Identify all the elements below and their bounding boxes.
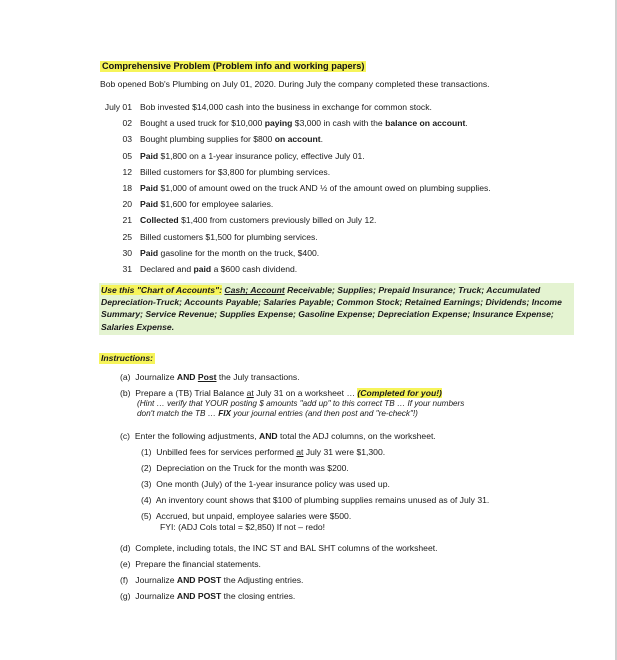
- transaction-text: Declared and: [140, 264, 194, 274]
- instruction-text: Prepare a (TB) Trial Balance: [135, 388, 247, 398]
- transaction-description: [140, 248, 319, 258]
- transaction-date: 25: [122, 231, 132, 242]
- transaction-text: Bought a used truck for $10,000: [140, 118, 265, 129]
- transaction-date: July 01: [104, 102, 132, 112]
- transaction-description: [140, 232, 318, 242]
- transaction-row: [100, 215, 376, 226]
- instruction-label: (d): [120, 543, 131, 553]
- transaction-date: 21: [122, 215, 132, 226]
- adjustment-2: [141, 463, 349, 474]
- chart-of-accounts-first: Cash; Account: [224, 285, 285, 295]
- instruction-text: July 31 on a worksheet …: [253, 388, 358, 398]
- transaction-text: Bought plumbing supplies for $800: [140, 134, 275, 145]
- adjustment-text: July 31 were $1,300.: [303, 447, 386, 457]
- transaction-description: [140, 151, 365, 161]
- instruction-bold: AND: [176, 372, 196, 382]
- transaction-description: [140, 134, 323, 144]
- instruction-bold: AND POST: [176, 575, 222, 585]
- transaction-row: [100, 102, 432, 113]
- transaction-text: a $600 cash dividend.: [211, 264, 298, 274]
- intro-text: Bob opened Bob's Plumbing on July 01, 2020. During July the company completed these transactions.: [100, 79, 490, 89]
- transaction-text: .: [465, 118, 468, 129]
- instruction-text: Journalize: [135, 575, 177, 585]
- transaction-bold: Paid: [140, 183, 159, 193]
- instruction-bold: AND POST: [176, 591, 222, 601]
- transaction-bold: Collected: [140, 215, 179, 226]
- adjustment-underlined: at: [296, 447, 304, 457]
- chart-of-accounts-lead: Use this "Chart of Accounts":: [101, 285, 222, 295]
- transaction-description: [140, 215, 376, 225]
- instruction-bold: AND: [259, 431, 278, 441]
- instruction-text: Complete, including totals, the INC ST and BAL SHT columns of the worksheet.: [135, 543, 438, 553]
- adjustment-label: (3): [141, 479, 152, 489]
- transaction-text: $1,800 on a 1-year insurance policy, effective July 01.: [158, 150, 365, 161]
- instruction-e: [120, 559, 261, 570]
- instruction-label: (g): [120, 591, 131, 601]
- transaction-bold: Paid: [140, 199, 159, 210]
- transaction-row: [100, 199, 273, 210]
- transaction-description: [140, 102, 432, 112]
- transaction-date: 18: [122, 183, 132, 193]
- instruction-text: Journalize: [135, 591, 177, 601]
- instruction-g: [120, 591, 295, 602]
- transaction-text: $1,400 from customers previously billed on July 12.: [178, 215, 377, 226]
- transaction-description: [140, 183, 491, 193]
- adjustment-3: [141, 479, 390, 490]
- transaction-row: [100, 232, 318, 243]
- instruction-text: the July transactions.: [216, 372, 300, 382]
- adjustment-label: (2): [141, 463, 152, 473]
- hint-line-2: [137, 409, 418, 420]
- transaction-bold: Paid: [140, 247, 159, 258]
- transaction-row: [100, 167, 330, 178]
- instructions-heading: Instructions:: [101, 353, 154, 363]
- transaction-bold: paying: [264, 118, 293, 129]
- transaction-date: 30: [122, 247, 132, 258]
- transaction-date: 03: [122, 134, 132, 145]
- transaction-text: Billed customers for $3,800 for plumbing services.: [140, 166, 331, 177]
- transaction-row: [100, 118, 468, 129]
- adjustment-label: (4): [141, 495, 152, 505]
- page-title: Comprehensive Problem (Problem info and working papers): [102, 61, 365, 71]
- hint-bold: FIX: [218, 409, 231, 418]
- adjustment-text: Unbilled fees for services performed: [156, 447, 297, 457]
- transaction-bold: on account: [274, 134, 321, 145]
- chart-of-accounts-rest: Receivable; Supplies; Prepaid Insurance; Truck; Accumulated Depreciation-Truck; Accounts Payable; Salaries Payable; Common Stock; Retained Earnings; Dividends; Income Summary; Service Revenue; Supplies Expense; Gasoline Expense; Depreciation Expense; Insurance Expense; Salaries Expense.: [101, 285, 562, 332]
- hint-text: your journal entries (and then post and "re-check"!): [230, 409, 418, 418]
- transaction-date: 31: [122, 264, 132, 274]
- instruction-text: total the ADJ columns, on the worksheet.: [277, 431, 436, 441]
- transaction-date: 05: [122, 150, 132, 161]
- transaction-description: [140, 199, 273, 209]
- transaction-text: $1,600 for employee salaries.: [158, 199, 274, 210]
- instruction-text: Prepare the financial statements.: [135, 559, 261, 569]
- hint-line-1: (Hint … verify that YOUR posting $ amounts "add up" to this correct TB … If your numbers: [137, 399, 465, 408]
- instruction-text: the closing entries.: [221, 591, 296, 601]
- instruction-label: (e): [120, 559, 131, 569]
- chart-of-accounts: [99, 283, 574, 335]
- instruction-label: (a): [120, 372, 131, 382]
- adjustment-text: Accrued, but unpaid, employee salaries were $500.: [155, 511, 352, 521]
- transaction-date: 20: [122, 199, 132, 210]
- instruction-underlined: at: [246, 388, 254, 398]
- transaction-text: Bob invested $14,000 cash into the business in exchange for common stock.: [140, 102, 432, 112]
- instruction-text: Journalize: [135, 372, 177, 382]
- transaction-text: gasoline for the month on the truck, $400.: [158, 247, 320, 258]
- transaction-date: 12: [122, 166, 132, 177]
- instruction-b: [120, 388, 442, 399]
- transaction-row: [100, 264, 297, 275]
- adjustment-4: [141, 495, 489, 506]
- transaction-description: [140, 264, 297, 274]
- instruction-label: (f): [120, 575, 129, 585]
- fyi-note: FYI: (ADJ Cols total = $2,850) If not – redo!: [160, 522, 326, 532]
- adjustment-text: An inventory count shows that $100 of plumbing supplies remains unused as of July 31.: [155, 495, 490, 505]
- transaction-description: [140, 167, 330, 177]
- transaction-row: [100, 183, 491, 194]
- adjustment-label: (1): [141, 447, 152, 457]
- instruction-text: Enter the following adjustments,: [134, 431, 260, 441]
- instruction-underlined: Post: [197, 372, 217, 382]
- transaction-bold: Paid: [140, 150, 159, 161]
- transaction-bold: balance on account: [385, 118, 466, 129]
- transaction-description: [140, 118, 468, 128]
- adjustment-label: (5): [141, 511, 152, 521]
- hint-text: don't match the TB …: [137, 409, 219, 418]
- transaction-text: Billed customers $1,500 for plumbing services.: [140, 231, 318, 242]
- transaction-row: [100, 134, 323, 145]
- transaction-text: .: [320, 134, 323, 145]
- instruction-a: [120, 372, 300, 383]
- instruction-text: the Adjusting entries.: [221, 575, 304, 585]
- instruction-c: [120, 431, 436, 442]
- instruction-label: (c): [120, 431, 131, 441]
- completed-badge: (Completed for you!): [357, 388, 442, 398]
- adjustment-text: One month (July) of the 1-year insurance policy was used up.: [156, 479, 390, 489]
- transaction-row: [100, 248, 319, 259]
- adjustment-5: [141, 511, 351, 522]
- transaction-text: $3,000 in cash with the: [292, 118, 386, 129]
- adjustment-text: Depreciation on the Truck for the month was $200.: [156, 463, 349, 473]
- transaction-date: 02: [122, 118, 132, 129]
- transaction-bold: paid: [193, 264, 212, 274]
- transaction-text: $1,000 of amount owed on the truck AND ½ of the amount owed on plumbing supplies.: [158, 183, 491, 193]
- instruction-d: [120, 543, 438, 554]
- instruction-label: (b): [120, 388, 131, 398]
- instruction-f: [120, 575, 303, 586]
- adjustment-1: [141, 447, 385, 458]
- transaction-row: [100, 151, 365, 162]
